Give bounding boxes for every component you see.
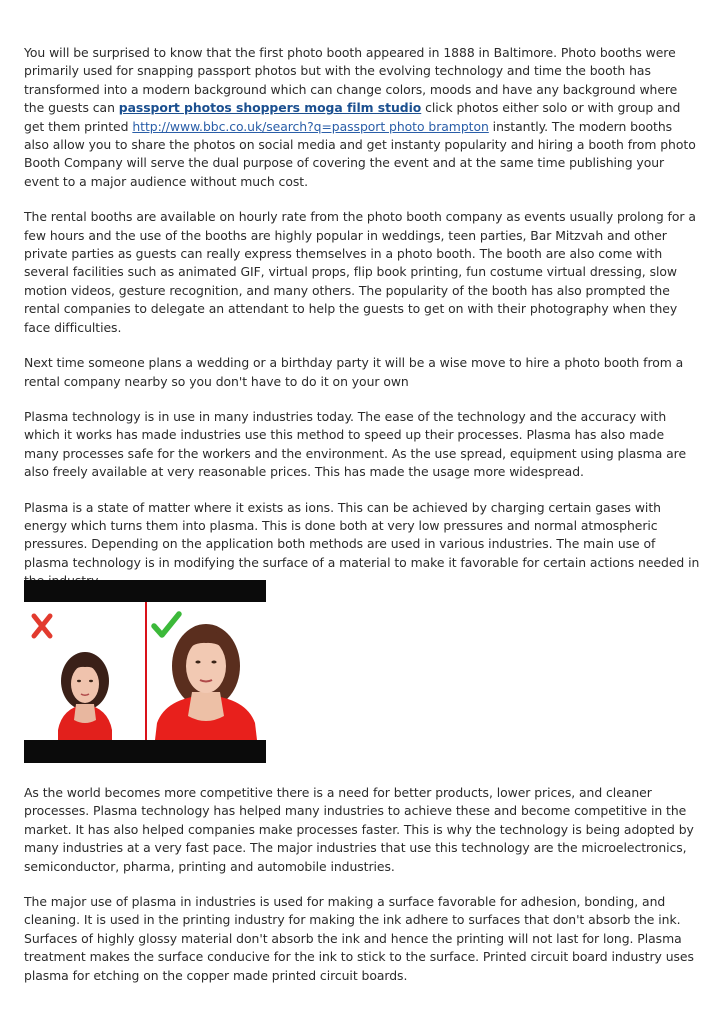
paragraph-text: You will be surprised to know that the first photo booth appeared in 1888 in Baltimore. Photo booths were primarily used for snapping passport photos but with the evolving technology and time the booth has transformed into a modern background which can change colors, moods and have any background where the guests can xyxy=(24,45,678,116)
paragraph-text: instantly. The modern booths also allow you to share the photos on social media and get instanty popularity and hiring a booth from photo Booth Company will serve the dual purpose of covering the event and at the same time publishing your event to a major audience without much cost. xyxy=(24,118,696,189)
article-body-continued xyxy=(24,784,700,985)
paragraph-text: click photos either solo or with group and get them printed xyxy=(24,100,681,134)
passport-photo-comparison-image xyxy=(24,580,266,763)
paragraph-competition: As the world becomes more competitive there is a need for better products, lower prices, and cleaner processes. Plasma technology has helped many industries to achieve these and become competitive in the market. It has also helped companies make processes faster. This is why the technology is being adopted by many industries at a very fast pace. The major industries that use this technology are the microelectronics, semiconductor, pharma, printing and automobile industries. xyxy=(24,785,694,874)
paragraph-plasma-use: Plasma technology is in use in many industries today. The ease of the technology and the accuracy with which it works has made industries use this method to speed up their processes. Plasma has also made many processes safe for the workers and the environment. As the use spread, equipment using plasma are also freely available at very reasonable prices. This has made the usage more widespread. xyxy=(24,408,687,480)
paragraph-plasma-state: Plasma is a state of matter where it exists as ions. This can be achieved by charging certain gases with energy which turns them into plasma. This is done both at very low pressures and normal atmospheric pressures. Depending on the application both methods are used in various industries. The main use of plasma technology is in modifying the surface of a material to make it favorable for certain actions needed in xyxy=(24,499,700,570)
article-body xyxy=(24,44,700,591)
paragraph-next-time: Next time someone plans a wedding or a birthday party it will be a wise move to hire a photo booth from a rental company nearby so you don't have to do it on your own xyxy=(24,355,684,389)
paragraph-plasma-industry-uses: The major use of plasma in industries is used for making a surface favorable for adhesion, bonding, and cleaning. It is used in the printing industry for making the ink adhere to surfaces that don't absorb the ink. Surfaces of highly glossy material don't absorb the ink and hence the printing will not last for long. Plasma treatment makes the surface conducive for the ink to stick to the surface. Printed circuit board industry uses plasma for etching on the copper made printed circuit boards. xyxy=(24,894,694,983)
link-bbc-search[interactable]: http://www.bbc.co.uk/search?q=passport photo brampton xyxy=(132,118,489,134)
paragraph-photo-booth-history xyxy=(24,44,700,191)
link-passport-photos-studio[interactable]: passport photos shoppers moga film studio xyxy=(118,100,422,116)
wrong-example-portrait xyxy=(58,652,112,740)
paragraph-rental-booths: The rental booths are available on hourly rate from the photo booth company as events usually prolong for a few hours and the use of the booths are highly popular in weddings, teen parties, Bar Mitzvah and other private parties as guests can really express themselves in a photo booth. The booth are also come with several facilities such as animated GIF, virtual props, flip book printing, fun costume virtual dressing, slow motion videos, gesture recognition, and many others. The popularity of the booth has also prompted the rental companies to delegate an attendant to help the guests to get on with their photography when they face difficulties. xyxy=(24,209,696,335)
